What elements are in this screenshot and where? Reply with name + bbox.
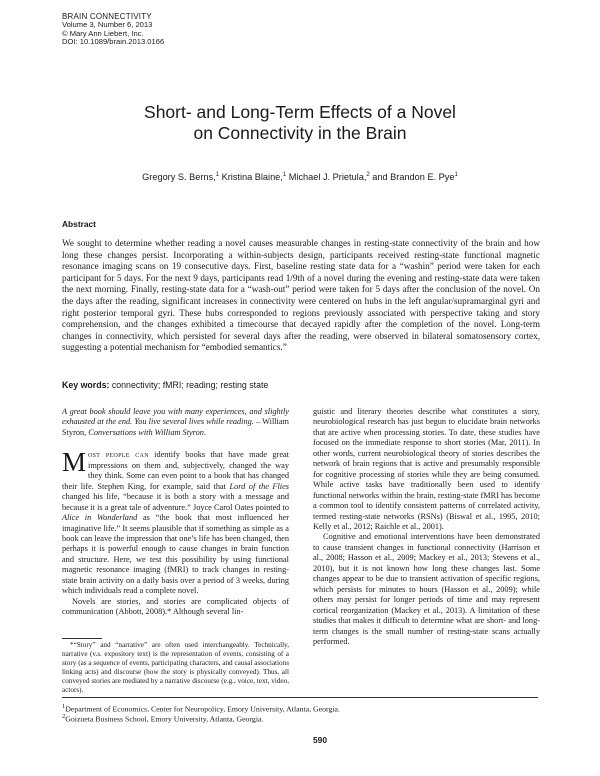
author-name: and Brandon E. Pye [369,172,455,183]
keywords-values: connectivity; fMRI; reading; resting state [109,380,269,390]
author-name: Kristina Blaine, [219,172,283,183]
epigraph-attribution: – William Styron, Conversations with William Styron. [62,417,290,437]
affiliation-marker: 1 [454,172,458,178]
affiliation-marker: 2 [366,172,370,178]
author-name: Gregory S. Berns, [142,172,216,183]
affiliation-2: $^2$Goizueta Business School, Emory University, Atlanta, Georgia. [62,713,264,724]
body-column-left [62,407,289,618]
journal-masthead [62,13,164,47]
title-line-2: on Connectivity in the Brain [193,123,407,143]
title-line-1: Short- and Long-Term Effects of a Novel [144,102,456,122]
epigraph-quote: A great book should leave you with many experiences, and slightly exhausted at the end. You live several lives while reading. [62,407,289,427]
epigraph [62,407,289,438]
intro-paragraph-2: Novels are stories, and stories are complicated objects of communication (Abbott, 2008).* Although several lin- [62,596,289,617]
footnote-divider [62,638,102,639]
abstract-heading: Abstract [62,219,96,229]
body-column-right [313,407,540,647]
affiliations-divider [62,697,538,698]
abstract-text: We sought to determine whether reading a novel causes measurable changes in resting-state connectivity of the brain and how long these changes persist. Incorporating a within-subjects design, participants received resting-state functional magnetic resonance imaging scans on 19 consecutive days. First, baseline resting state data for a “washin” period were taken for each participant for 5 days. For the next 9 days, participants read 1/9th of a novel during the evening and resting-state data were taken the next morning. Finally, resting-state data for a “wash-out” period were taken for 5 days after the conclusion of the novel. On the days after the reading, significant increases in connectivity were centered on hubs in the left angular/supramarginal gyri and right posterior temporal gyri. These hubs corresponded to regions previously associated with perspective taking and story comprehension, and the changes exhibited a timecourse that decayed rapidly after the completion of the novel. Long-term changes in connectivity, which persisted for several days after the reading, were observed in bilateral somatosensory cortex, suggesting a potential mechanism for “embodied semantics.” [62,238,540,353]
intro-paragraph-1: Most people can identify books that have made great impressions on them and, subjectively, changed the way they think. Some can even point to a book that has changed their life. Stephen King, for example, said that Lord of the Flies changed his life, “because it is both a story with a message and because it is a great tale of adventure.” Joyce Carol Oates pointed to Alice in Wonderland as “the book that most influenced her imaginative life.” It seems plausible that if something as simple as a book can leave the impression that one’s life has been changed, then perhaps it is powerful enough to cause changes in brain function and structure. Here, we test this possibility by using functional magnetic resonance imaging (fMRI) to track changes in resting-state brain activity on a daily basis over a period of 3 weeks, during which individuals read a complete novel. [62,447,290,596]
intro-paragraph-4: Cognitive and emotional interventions have been demonstrated to cause transient changes in functional connectivity (Harrison et al., 2008; Hasson et al., 2009; Mackey et al., 2013; Stevens et al., 2010), but it is not known how long these changes last. Some changes appear to be due to transient activation of specific regions, which persists for minutes to hours (Hasson et al., 2009); while others may persist for longer periods of time and may represent cortical reorganization (Mackey et al., 2013). A limitation of these studies that makes it difficult to determine what are short- and long-term changes is the small number of resting-state scans actually performed. [313,532,540,646]
keywords-label: Key words: [62,380,110,390]
intro-paragraph-3: guistic and literary theories describe what constitutes a story, neurobiological research has just begun to elucidate brain networks that are active when processing stories. To date, these studies have focused on the immediate response to short stories (Mar, 2011). In other words, current neurobiological theory of stories describes the network of brain regions that is active and presumably responsible for cognitive processing of stories while they are being consumed. While active tasks have traditionally been used to identify functional networks within the brain, resting-state fMRI has become a common tool to identify consistent patterns of correlated activity, termed resting-state networks (RSNs) (Biswal et al., 1995, 2010; Kelly et al., 2012; Raichle et al., 2001). [313,407,540,531]
footnote: *“Story” and “narrative” are often used interchangeably. Technically, narrative (v.s. expository text) is the representation of events, consisting of a story (as a sequence of events, participating characters, and causal associations linking acts) and discourse (how the story is physically conveyed). Thus, all conveyed stories are mediated by a narrative discourse (e.g., voice, text, video, actors). [62,641,289,694]
author-name: Michael J. Prietula, [286,172,367,183]
small-caps-lead: ost people can [88,450,149,460]
author-list [60,172,540,182]
keywords [62,380,268,390]
book-title: Alice in Wonderland [62,513,138,523]
drop-cap: M [62,447,87,478]
page-number: 590 [313,735,327,745]
journal-name: BRAIN CONNECTIVITY [62,12,152,21]
affiliation-marker: 1 [215,172,220,178]
affiliation-marker: 1 [282,172,287,178]
journal-copyright: © Mary Ann Liebert, Inc. [62,28,144,38]
book-title: Lord of the Flies [229,481,290,491]
affiliation-1: $^1$Department of Economics, Center for Neuropolicy, Emory University, Atlanta, Georgia. [62,703,340,714]
journal-volume: Volume 3, Number 6, 2013 [62,20,153,30]
article-title [60,102,540,144]
article-doi[interactable]: DOI: 10.1089/brain.2013.0166 [62,37,165,47]
